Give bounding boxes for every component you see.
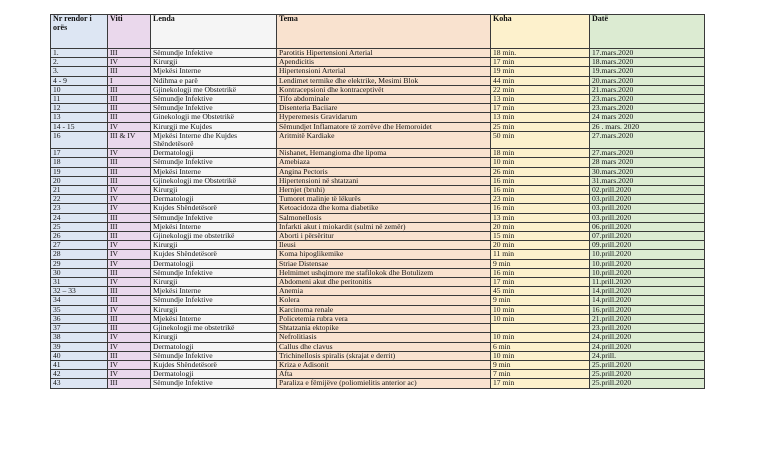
subject-cell: Ginekologji me Obstetrikë [151, 113, 277, 122]
topic-cell: Koma hipoglikemike [277, 250, 491, 259]
date-cell: 28 mars 2020 [590, 158, 705, 167]
order-number-cell: 26 [51, 232, 108, 241]
subject-cell: Gjinekologji me Obstetrikë [151, 176, 277, 185]
duration-cell: 20 min [491, 222, 590, 231]
duration-cell: 16 min [491, 268, 590, 277]
topic-cell: Infarkti akut i miokardit (sulmi në zemër) [277, 222, 491, 231]
table-row [51, 287, 705, 296]
duration-cell: 9 min [491, 296, 590, 305]
year-cell: III [108, 287, 151, 296]
year-cell: IV [108, 241, 151, 250]
subject-cell: Kujdes Shëndetësorë [151, 360, 277, 369]
topic-cell: Hipertensioni në shtatzani [277, 176, 491, 185]
duration-cell: 9 min [491, 259, 590, 268]
date-cell: 24.prill.2020 [590, 342, 705, 351]
topic-cell: Salmonellosis [277, 213, 491, 222]
date-cell: 25.prill.2020 [590, 379, 705, 388]
year-cell: IV [108, 204, 151, 213]
subject-cell: Sëmundje Infektive [151, 95, 277, 104]
date-cell: 26 . mars. 2020 [590, 122, 705, 131]
date-cell: 02.prill.2020 [590, 186, 705, 195]
order-number-cell: 40 [51, 351, 108, 360]
table-row [51, 95, 705, 104]
date-cell: 24.prill. [590, 351, 705, 360]
header-year: Viti [108, 15, 151, 49]
subject-cell: Kirurgji [151, 186, 277, 195]
table-row [51, 104, 705, 113]
subject-cell: Sëmundje Infektive [151, 351, 277, 360]
table-row [51, 213, 705, 222]
order-number-cell: 43 [51, 379, 108, 388]
duration-cell: 11 min [491, 250, 590, 259]
table-row [51, 314, 705, 323]
order-number-cell: 41 [51, 360, 108, 369]
date-cell: 06.prill.2020 [590, 222, 705, 231]
lesson-schedule-table [50, 14, 705, 389]
order-number-cell: 29 [51, 259, 108, 268]
subject-cell: Gjinekologji me obstetrikë [151, 324, 277, 333]
topic-cell: Hyperemesis Gravidarum [277, 113, 491, 122]
topic-cell: Lendimet termike dhe elektrike, Mesimi Blok [277, 76, 491, 85]
table-row [51, 296, 705, 305]
table-row [51, 122, 705, 131]
date-cell: 03.prill.2020 [590, 204, 705, 213]
duration-cell [491, 324, 590, 333]
duration-cell: 45 min [491, 287, 590, 296]
year-cell: IV [108, 333, 151, 342]
date-cell: 09.prill.2020 [590, 241, 705, 250]
date-cell: 23.mars.2020 [590, 95, 705, 104]
year-cell: III [108, 222, 151, 231]
date-cell: 24.prill.2020 [590, 333, 705, 342]
year-cell: III [108, 351, 151, 360]
topic-cell: Ileusi [277, 241, 491, 250]
subject-cell: Kirurgji [151, 278, 277, 287]
order-number-cell: 27 [51, 241, 108, 250]
order-number-cell: 32 – 33 [51, 287, 108, 296]
date-cell: 21.mars.2020 [590, 85, 705, 94]
year-cell: IV [108, 250, 151, 259]
table-row [51, 131, 705, 148]
duration-cell: 16 min [491, 186, 590, 195]
subject-cell: Mjekësi Interne [151, 167, 277, 176]
subject-cell: Mjekësi Interne dhe Kujdes Shëndetësorë [151, 131, 277, 148]
duration-cell: 22 min [491, 85, 590, 94]
duration-cell: 17 min [491, 104, 590, 113]
table-row [51, 241, 705, 250]
table-row [51, 305, 705, 314]
year-cell: III [108, 379, 151, 388]
year-cell: I [108, 76, 151, 85]
topic-cell: Sëmundjet Inflamatore të zorrëve dhe Hemoroidet [277, 122, 491, 131]
table-row [51, 278, 705, 287]
duration-cell: 19 min [491, 67, 590, 76]
topic-cell: Angina Pectoris [277, 167, 491, 176]
topic-cell: Shtatzania ektopike [277, 324, 491, 333]
date-cell: 17.mars.2020 [590, 49, 705, 58]
order-number-cell: 11 [51, 95, 108, 104]
header-subject: Lenda [151, 15, 277, 49]
subject-cell: Sëmundje Infektive [151, 379, 277, 388]
duration-cell: 9 min [491, 360, 590, 369]
duration-cell: 10 min [491, 305, 590, 314]
duration-cell: 17 min [491, 58, 590, 67]
year-cell: III [108, 324, 151, 333]
topic-cell: Apendicitis [277, 58, 491, 67]
year-cell: IV [108, 305, 151, 314]
order-number-cell: 18 [51, 158, 108, 167]
subject-cell: Dermatologji [151, 149, 277, 158]
order-number-cell: 30 [51, 268, 108, 277]
date-cell: 31.mars.2020 [590, 176, 705, 185]
order-number-cell: 34 [51, 296, 108, 305]
order-number-cell: 35 [51, 305, 108, 314]
order-number-cell: 23 [51, 204, 108, 213]
topic-cell: Nishanet, Hemangioma dhe lipoma [277, 149, 491, 158]
subject-cell: Gjinekologji me obstetrikë [151, 232, 277, 241]
subject-cell: Mjekësi Interne [151, 67, 277, 76]
order-number-cell: 10 [51, 85, 108, 94]
year-cell: IV [108, 278, 151, 287]
order-number-cell: 25 [51, 222, 108, 231]
order-number-cell: 17 [51, 149, 108, 158]
date-cell: 23.mars.2020 [590, 104, 705, 113]
subject-cell: Mjekësi Interne [151, 314, 277, 323]
date-cell: 11.prill.2020 [590, 278, 705, 287]
date-cell: 27.mars.2020 [590, 131, 705, 148]
order-number-cell: 37 [51, 324, 108, 333]
subject-cell: Mjekësi Interne [151, 287, 277, 296]
topic-cell: Trichinellosis spiralis (skrajat e derrit) [277, 351, 491, 360]
topic-cell: Parotitis Hipertensioni Arterial [277, 49, 491, 58]
duration-cell: 25 min [491, 122, 590, 131]
table-row [51, 167, 705, 176]
table-row [51, 76, 705, 85]
duration-cell: 6 min [491, 342, 590, 351]
year-cell: III [108, 95, 151, 104]
order-number-cell: 4 - 9 [51, 76, 108, 85]
order-number-cell: 38 [51, 333, 108, 342]
topic-cell: Policetemia rubra vera [277, 314, 491, 323]
order-number-cell: 31 [51, 278, 108, 287]
topic-cell: Kolera [277, 296, 491, 305]
table-row [51, 379, 705, 388]
date-cell: 25.prill.2020 [590, 370, 705, 379]
date-cell: 18.mars.2020 [590, 58, 705, 67]
year-cell: III [108, 67, 151, 76]
duration-cell: 15 min [491, 232, 590, 241]
duration-cell: 50 min [491, 131, 590, 148]
topic-cell: Karcinoma renale [277, 305, 491, 314]
subject-cell: Dermatologji [151, 195, 277, 204]
year-cell: III [108, 104, 151, 113]
subject-cell: Kujdes Shëndetësorë [151, 250, 277, 259]
date-cell: 23.prill.2020 [590, 324, 705, 333]
header-topic: Tema [277, 15, 491, 49]
table-row [51, 113, 705, 122]
duration-cell: 23 min [491, 195, 590, 204]
order-number-cell: 3. [51, 67, 108, 76]
table-row [51, 67, 705, 76]
year-cell: IV [108, 259, 151, 268]
order-number-cell: 13 [51, 113, 108, 122]
order-number-cell: 39 [51, 342, 108, 351]
lesson-schedule-sheet [50, 14, 704, 389]
topic-cell: Anemia [277, 287, 491, 296]
year-cell: III [108, 85, 151, 94]
year-cell: IV [108, 195, 151, 204]
date-cell: 14.prill.2020 [590, 287, 705, 296]
table-row [51, 324, 705, 333]
topic-cell: Kontracepsioni dhe kontraceptivët [277, 85, 491, 94]
year-cell: IV [108, 370, 151, 379]
order-number-cell: 14 - 15 [51, 122, 108, 131]
table-row [51, 222, 705, 231]
year-cell: IV [108, 122, 151, 131]
year-cell: IV [108, 149, 151, 158]
date-cell: 27.mars.2020 [590, 149, 705, 158]
table-row [51, 186, 705, 195]
year-cell: III [108, 167, 151, 176]
date-cell: 14.prill.2020 [590, 296, 705, 305]
topic-cell: Afta [277, 370, 491, 379]
year-cell: IV [108, 360, 151, 369]
year-cell: III [108, 113, 151, 122]
duration-cell: 10 min [491, 351, 590, 360]
subject-cell: Dermatologji [151, 370, 277, 379]
duration-cell: 18 min. [491, 49, 590, 58]
order-number-cell: 28 [51, 250, 108, 259]
table-row [51, 204, 705, 213]
duration-cell: 44 min [491, 76, 590, 85]
table-row [51, 370, 705, 379]
duration-cell: 16 min [491, 176, 590, 185]
duration-cell: 26 min [491, 167, 590, 176]
order-number-cell: 36 [51, 314, 108, 323]
header-duration: Koha [491, 15, 590, 49]
year-cell: III [108, 213, 151, 222]
order-number-cell: 12 [51, 104, 108, 113]
subject-cell: Kirurgji me Kujdes [151, 122, 277, 131]
duration-cell: 13 min [491, 213, 590, 222]
topic-cell: Tumoret malinje të lëkurës [277, 195, 491, 204]
header-order-number: Nr rendor i orës [51, 15, 108, 49]
year-cell: III [108, 49, 151, 58]
year-cell: III [108, 158, 151, 167]
table-row [51, 259, 705, 268]
table-row [51, 250, 705, 259]
topic-cell: Nefrolitiasis [277, 333, 491, 342]
year-cell: III & IV [108, 131, 151, 148]
duration-cell: 17 min [491, 278, 590, 287]
header-row [51, 15, 705, 49]
table-row [51, 158, 705, 167]
duration-cell: 13 min [491, 95, 590, 104]
subject-cell: Dermatologji [151, 342, 277, 351]
subject-cell: Ndihma e parë [151, 76, 277, 85]
order-number-cell: 16 [51, 131, 108, 148]
date-cell: 19.mars.2020 [590, 67, 705, 76]
date-cell: 10.prill.2020 [590, 259, 705, 268]
topic-cell: Hernjet (bruhi) [277, 186, 491, 195]
duration-cell: 18 min [491, 149, 590, 158]
subject-cell: Sëmundje Infektive [151, 296, 277, 305]
order-number-cell: 24 [51, 213, 108, 222]
order-number-cell: 1. [51, 49, 108, 58]
subject-cell: Mjekësi Interne [151, 222, 277, 231]
duration-cell: 10 min [491, 158, 590, 167]
topic-cell: Ketoacidoza dhe koma diabetike [277, 204, 491, 213]
table-row [51, 342, 705, 351]
subject-cell: Kirurgji [151, 58, 277, 67]
order-number-cell: 21 [51, 186, 108, 195]
topic-cell: Striae Distensae [277, 259, 491, 268]
date-cell: 24 mars 2020 [590, 113, 705, 122]
order-number-cell: 42 [51, 370, 108, 379]
table-row [51, 85, 705, 94]
topic-cell: Disenteria Baciiare [277, 104, 491, 113]
duration-cell: 20 min [491, 241, 590, 250]
date-cell: 10.prill.2020 [590, 268, 705, 277]
table-row [51, 176, 705, 185]
subject-cell: Sëmundje Infektive [151, 213, 277, 222]
topic-cell: Aritmitë Kardiake [277, 131, 491, 148]
table-row [51, 351, 705, 360]
year-cell: III [108, 268, 151, 277]
topic-cell: Tifo abdominale [277, 95, 491, 104]
date-cell: 25.prill.2020 [590, 360, 705, 369]
duration-cell: 7 min [491, 370, 590, 379]
topic-cell: Abdomeni akut dhe peritonitis [277, 278, 491, 287]
subject-cell: Kirurgji [151, 333, 277, 342]
topic-cell: Helmimet ushqimore me stafilokok dhe Botulizem [277, 268, 491, 277]
table-row [51, 333, 705, 342]
date-cell: 03.prill.2020 [590, 195, 705, 204]
date-cell: 21.prill.2020 [590, 314, 705, 323]
duration-cell: 10 min [491, 333, 590, 342]
table-row [51, 232, 705, 241]
table-row [51, 58, 705, 67]
year-cell: III [108, 232, 151, 241]
date-cell: 03.prill.2020 [590, 213, 705, 222]
subject-cell: Sëmundje Infektive [151, 268, 277, 277]
topic-cell: Kriza e Adisonit [277, 360, 491, 369]
subject-cell: Sëmundje Infektive [151, 104, 277, 113]
order-number-cell: 22 [51, 195, 108, 204]
table-row [51, 268, 705, 277]
table-row [51, 149, 705, 158]
year-cell: III [108, 296, 151, 305]
table-row [51, 49, 705, 58]
subject-cell: Gjinekologji me Obstetrikë [151, 85, 277, 94]
order-number-cell: 19 [51, 167, 108, 176]
subject-cell: Dermatologji [151, 259, 277, 268]
subject-cell: Sëmundje Infektive [151, 49, 277, 58]
table-row [51, 195, 705, 204]
table-row [51, 360, 705, 369]
date-cell: 10.prill.2020 [590, 250, 705, 259]
topic-cell: Callus dhe clavus [277, 342, 491, 351]
subject-cell: Kirurgji [151, 241, 277, 250]
subject-cell: Sëmundje Infektive [151, 158, 277, 167]
subject-cell: Kirurgji [151, 305, 277, 314]
year-cell: IV [108, 342, 151, 351]
year-cell: III [108, 176, 151, 185]
date-cell: 20.mars.2020 [590, 76, 705, 85]
header-date: Datë [590, 15, 705, 49]
order-number-cell: 20 [51, 176, 108, 185]
topic-cell: Amebiaza [277, 158, 491, 167]
year-cell: IV [108, 186, 151, 195]
duration-cell: 16 min [491, 204, 590, 213]
date-cell: 30.mars.2020 [590, 167, 705, 176]
date-cell: 07.prill.2020 [590, 232, 705, 241]
order-number-cell: 2. [51, 58, 108, 67]
duration-cell: 17 min [491, 379, 590, 388]
topic-cell: Aborti i përsëritur [277, 232, 491, 241]
year-cell: III [108, 314, 151, 323]
duration-cell: 13 min [491, 113, 590, 122]
topic-cell: Paraliza e fëmijëve (poliomielitis anterior ac) [277, 379, 491, 388]
table-body [51, 49, 705, 389]
duration-cell: 10 min [491, 314, 590, 323]
year-cell: IV [108, 58, 151, 67]
date-cell: 16.prill.2020 [590, 305, 705, 314]
topic-cell: Hipertensioni Arterial [277, 67, 491, 76]
subject-cell: Kujdes Shëndetësorë [151, 204, 277, 213]
